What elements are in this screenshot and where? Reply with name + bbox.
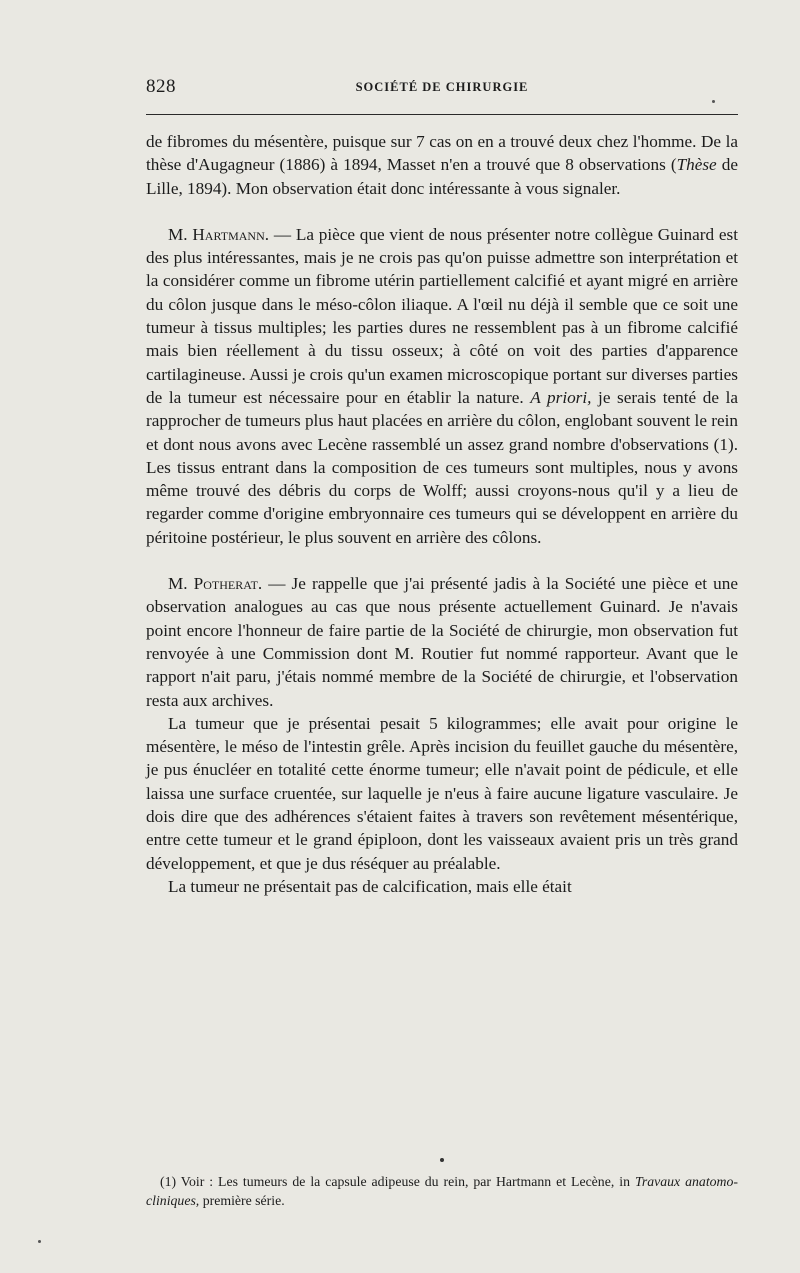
header-rule <box>146 114 738 115</box>
footnote <box>146 1172 738 1210</box>
speaker-name: Hartmann <box>192 224 265 244</box>
paragraph-potherat: M. Potherat. — Je rappelle que j'ai présenté jadis à la Société une pièce et une observation analogues au cas que nous présente actuellement Guinard. Je n'avais point encore l'honneur de faire partie de la Société de chirurgie, mon observation fut renvoyée à une Commission dont M. Routier fut nommé rapporteur. Avant que le rapport n'ait paru, j'étais nommé membre de la Société de chirurgie, et l'observation resta aux archives. <box>146 574 738 710</box>
paragraph-tumeur: La tumeur que je présentai pesait 5 kilogrammes; elle avait pour origine le mésentère, le méso de l'intestin grêle. Après incision du feuillet gauche du mésentère, je pus énucléer en totalité cette énorme tumeur; elle n'avait point de pédicule, et elle laissa une surface cruentée, sur laquelle je n'eus à faire aucune ligature vasculaire. Je dois dire que des adhérences s'étaient faites à travers son revêtement mésentérique, entre cette tumeur et le grand épiploon, dont les vaisseaux avaient pris un très grand développement, et que je dus réséquer au préalable. <box>146 713 738 873</box>
running-title: SOCIÉTÉ DE CHIRURGIE <box>355 80 529 94</box>
italic-title: Travaux anatomo-cliniques, <box>146 1174 739 1208</box>
print-dot <box>440 1158 444 1162</box>
paper-speck <box>712 100 715 103</box>
italic-reference: Thèse <box>676 155 717 175</box>
body-text <box>146 130 738 898</box>
page-header <box>146 76 738 102</box>
paper-speck <box>38 1240 41 1243</box>
footnote-text: (1) Voir : Les tumeurs de la capsule adipeuse du rein, par Hartmann et Lecène, in Travaux anatomo-cliniques, première série. <box>146 1174 739 1208</box>
paragraph-last-line: La tumeur ne présentait pas de calcification, mais elle était <box>168 876 572 896</box>
paragraph-gap <box>146 549 738 572</box>
paragraph-gap <box>146 200 738 223</box>
paragraph-hartmann: M. Hartmann. — La pièce que vient de nous présenter notre collègue Guinard est des plus intéressantes, mais je ne crois pas qu'on puisse admettre son interprétation et la considérer comme un fibrome utérin partiellement calcifié et ayant migré en arrière du côlon jusque dans le méso-côlon iliaque. A l'œil nu déjà il semble que ce soit une tumeur à tissus multiples; les parties dures ne ressemblent pas à un fibrome calcifié mais bien réellement à du tissu osseux; à côté on voit des parties d'apparence cartilagineuse. Aussi je crois qu'un examen microscopique portant sur diverses parties de la tumeur est nécessaire pour en établir la nature. A priori, je serais tenté de la rapprocher de tumeurs plus haut placées en arrière du côlon, englobant souvent le rein et dont nous avons avec Lecène rassemblé un assez grand nombre d'observations (1). Les tissus entrant dans la composition de ces tumeurs sont multiples, nous y avons même trouvé des débris du corps de Wolff; aussi croyons-nous qu'il y a lieu de regarder comme d'origine embryonnaire ces tumeurs qui se développent en arrière du péritoine postérieur, le plus souvent en arrière des côlons. <box>146 224 738 547</box>
italic-term: A priori, <box>530 387 592 407</box>
page-number: 828 <box>146 76 176 97</box>
speaker-name: Potherat <box>193 574 258 594</box>
paragraph-continuation: de fibromes du mésentère, puisque sur 7 cas on en a trouvé deux chez l'homme. De la thèse d'Augagneur (1886) à 1894, Masset n'en a trouvé que 8 observations (Thèse de Lille, 1894). Mon observation était donc intéressante à vous signaler. <box>146 132 738 198</box>
